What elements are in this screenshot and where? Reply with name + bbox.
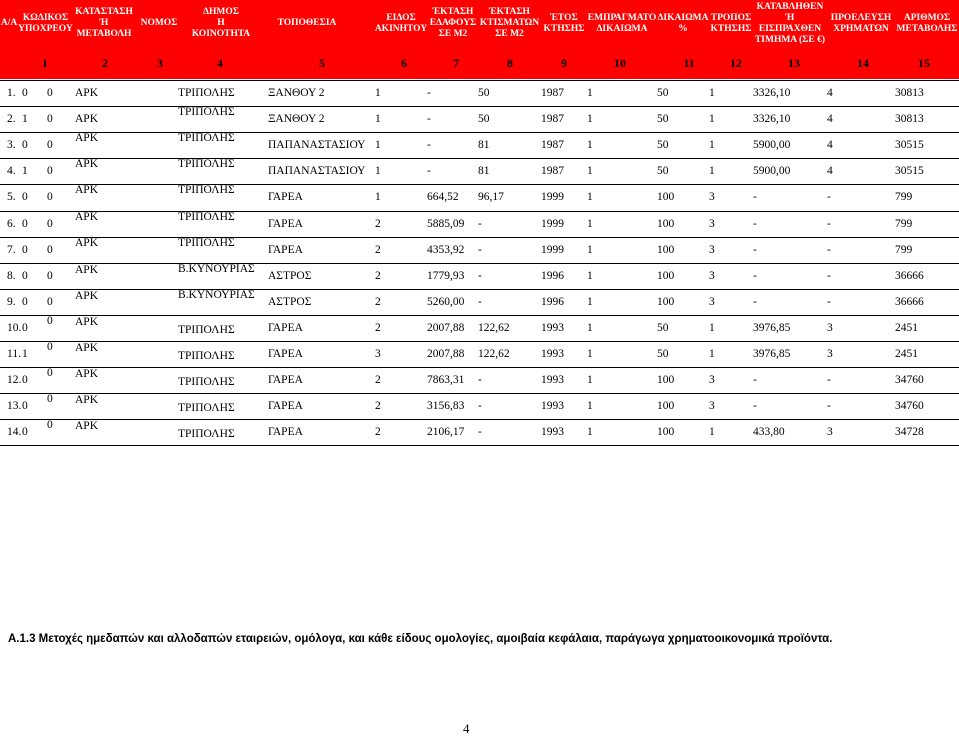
proeleusi-cell: -: [827, 296, 831, 308]
topothesia-cell: ΓΑΡΕΑ: [268, 374, 303, 386]
proeleusi-cell: 4: [827, 165, 833, 177]
state-cell: 0: [47, 244, 53, 256]
row-number: 7.: [7, 244, 16, 256]
eidos-cell: 1: [375, 191, 381, 203]
arithmos-cell: 30515: [895, 165, 924, 177]
dimos-cell: ΤΡΙΠΟΛΗΣ: [178, 184, 235, 196]
topothesia-cell: ΑΣΤΡΟΣ: [268, 296, 312, 308]
code-cell: 0: [22, 322, 28, 334]
column-header: ΈΤΟΣ ΚΤΗΣΗΣ: [543, 12, 585, 34]
state-cell: 0: [47, 218, 53, 230]
arithmos-cell: 30813: [895, 113, 924, 125]
dimos-cell: ΤΡΙΠΟΛΗΣ: [178, 428, 235, 440]
dikaioma-cell: 50: [657, 87, 669, 99]
empragmato-cell: 1: [587, 426, 593, 438]
empragmato-cell: 1: [587, 244, 593, 256]
nomos-cell: ΑΡΚ: [75, 420, 99, 432]
tropos-cell: 1: [709, 139, 715, 151]
etos-cell: 1987: [541, 87, 564, 99]
ktisma-cell: -: [478, 296, 482, 308]
etos-cell: 1987: [541, 165, 564, 177]
row-number: 11.: [7, 348, 21, 360]
edafos-cell: 2007,88: [427, 348, 465, 360]
dimos-cell: ΤΡΙΠΟΛΗΣ: [178, 350, 235, 362]
column-header: ΚΑΤΑΣΤΑΣΗ Ή ΜΕΤΑΒΟΛΗ: [75, 7, 133, 39]
edafos-cell: 2106,17: [427, 426, 465, 438]
dimos-cell: ΤΡΙΠΟΛΗΣ: [178, 237, 235, 249]
timima-cell: 3976,85: [753, 322, 791, 334]
code-cell: 0: [22, 426, 28, 438]
empragmato-cell: 1: [587, 87, 593, 99]
column-number: 10: [614, 55, 626, 70]
table-row: [0, 263, 959, 289]
table-row: [0, 184, 959, 210]
timima-cell: 3326,10: [753, 113, 791, 125]
topothesia-cell: ΓΑΡΕΑ: [268, 400, 303, 412]
nomos-cell: ΑΡΚ: [75, 113, 99, 125]
edafos-cell: -: [427, 113, 431, 125]
empragmato-cell: 1: [587, 191, 593, 203]
dimos-cell: ΤΡΙΠΟΛΗΣ: [178, 158, 235, 170]
table-row: [0, 132, 959, 158]
column-header: ΈΚΤΑΣΗ ΕΔΑΦΟΥΣ ΣΕ Μ2: [429, 7, 477, 39]
proeleusi-cell: 3: [827, 348, 833, 360]
column-header: ΠΡΟΕΛΕΥΣΗ ΧΡΗΜΑΤΩΝ: [830, 12, 892, 34]
eidos-cell: 1: [375, 87, 381, 99]
state-cell: 0: [47, 419, 53, 431]
column-number: 1: [42, 55, 48, 70]
dimos-cell: ΤΡΙΠΟΛΗΣ: [178, 402, 235, 414]
column-header: ΔΙΚΑΙΩΜΑ %: [657, 12, 709, 34]
row-number: 4.: [7, 165, 16, 177]
eidos-cell: 3: [375, 348, 381, 360]
table-row: [0, 289, 959, 315]
code-cell: 0: [22, 244, 28, 256]
timima-cell: 3976,85: [753, 348, 791, 360]
state-cell: 0: [47, 367, 53, 379]
state-cell: 0: [47, 113, 53, 125]
column-number: 9: [561, 55, 567, 70]
column-header: ΔΗΜΟΣ Η ΚΟΙΝΟΤΗΤΑ: [191, 7, 251, 39]
tropos-cell: 3: [709, 191, 715, 203]
nomos-cell: ΑΡΚ: [75, 342, 99, 354]
proeleusi-cell: 3: [827, 322, 833, 334]
tropos-cell: 3: [709, 218, 715, 230]
proeleusi-cell: -: [827, 374, 831, 386]
table-row: [0, 419, 959, 445]
table-row: [0, 367, 959, 393]
row-number: 5.: [7, 191, 16, 203]
etos-cell: 1993: [541, 426, 564, 438]
column-number: 3: [157, 55, 163, 70]
dikaioma-cell: 50: [657, 348, 669, 360]
dikaioma-cell: 100: [657, 244, 675, 256]
arithmos-cell: 2451: [895, 322, 918, 334]
code-cell: 0: [22, 374, 28, 386]
table-row: [0, 80, 959, 106]
state-cell: 0: [47, 270, 53, 282]
timima-cell: -: [753, 400, 757, 412]
ktisma-cell: -: [478, 218, 482, 230]
column-number: 2: [102, 55, 108, 70]
dimos-cell: ΤΡΙΠΟΛΗΣ: [178, 132, 235, 144]
dimos-cell: ΤΡΙΠΟΛΗΣ: [178, 87, 235, 99]
dikaioma-cell: 100: [657, 400, 675, 412]
edafos-cell: -: [427, 165, 431, 177]
column-number: 15: [918, 55, 930, 70]
topothesia-cell: ΞΑΝΘΟΥ 2: [268, 87, 325, 99]
timima-cell: -: [753, 374, 757, 386]
edafos-cell: -: [427, 87, 431, 99]
ktisma-cell: -: [478, 426, 482, 438]
timima-cell: -: [753, 270, 757, 282]
edafos-cell: 664,52: [427, 191, 459, 203]
ktisma-cell: 96,17: [478, 191, 504, 203]
nomos-cell: ΑΡΚ: [75, 368, 99, 380]
topothesia-cell: ΠΑΠΑΝΑΣΤΑΣΙΟΥ: [268, 165, 366, 177]
topothesia-cell: ΓΑΡΕΑ: [268, 348, 303, 360]
topothesia-cell: ΓΑΡΕΑ: [268, 426, 303, 438]
row-divider: [0, 445, 959, 446]
nomos-cell: ΑΡΚ: [75, 87, 99, 99]
topothesia-cell: ΓΑΡΕΑ: [268, 244, 303, 256]
etos-cell: 1999: [541, 218, 564, 230]
empragmato-cell: 1: [587, 296, 593, 308]
eidos-cell: 2: [375, 244, 381, 256]
column-header: ΤΟΠΟΘΕΣΙΑ: [277, 18, 337, 28]
dimos-cell: ΤΡΙΠΟΛΗΣ: [178, 376, 235, 388]
arithmos-cell: 799: [895, 191, 913, 203]
empragmato-cell: 1: [587, 218, 593, 230]
edafos-cell: 5260,00: [427, 296, 465, 308]
section-heading: Α.1.3 Μετοχές ημεδαπών και αλλοδαπών εταιρειών, ομόλογα, και κάθε είδους ομολογίες, αμοιβαία κεφάλαια, παράγωγα χρηματοοικονομικά προϊόντα.: [8, 633, 833, 645]
tropos-cell: 1: [709, 426, 715, 438]
nomos-cell: ΑΡΚ: [75, 316, 99, 328]
column-number: 6: [401, 55, 407, 70]
code-cell: 1: [22, 348, 28, 360]
ktisma-cell: 122,62: [478, 348, 510, 360]
etos-cell: 1993: [541, 374, 564, 386]
code-cell: 0: [22, 139, 28, 151]
tropos-cell: 1: [709, 87, 715, 99]
column-header: Α/Α: [0, 18, 18, 28]
state-cell: 0: [47, 315, 53, 327]
eidos-cell: 2: [375, 322, 381, 334]
empragmato-cell: 1: [587, 270, 593, 282]
etos-cell: 1996: [541, 296, 564, 308]
dikaioma-cell: 100: [657, 296, 675, 308]
row-number: 1.: [7, 87, 16, 99]
arithmos-cell: 34760: [895, 374, 924, 386]
proeleusi-cell: -: [827, 244, 831, 256]
table-row: [0, 106, 959, 132]
code-cell: 0: [22, 218, 28, 230]
dikaioma-cell: 100: [657, 191, 675, 203]
ktisma-cell: 81: [478, 165, 490, 177]
row-number: 9.: [7, 296, 16, 308]
proeleusi-cell: -: [827, 218, 831, 230]
table-row: [0, 158, 959, 184]
eidos-cell: 2: [375, 426, 381, 438]
timima-cell: -: [753, 296, 757, 308]
row-number: 14.: [7, 426, 22, 438]
arithmos-cell: 30515: [895, 139, 924, 151]
timima-cell: -: [753, 191, 757, 203]
ktisma-cell: 122,62: [478, 322, 510, 334]
table-row: [0, 315, 959, 341]
table-row: [0, 341, 959, 367]
empragmato-cell: 1: [587, 400, 593, 412]
timima-cell: 5900,00: [753, 165, 791, 177]
empragmato-cell: 1: [587, 322, 593, 334]
etos-cell: 1993: [541, 348, 564, 360]
edafos-cell: 3156,83: [427, 400, 465, 412]
proeleusi-cell: 4: [827, 113, 833, 125]
tropos-cell: 1: [709, 322, 715, 334]
code-cell: 0: [22, 400, 28, 412]
etos-cell: 1996: [541, 270, 564, 282]
empragmato-cell: 1: [587, 374, 593, 386]
nomos-cell: ΑΡΚ: [75, 394, 99, 406]
tropos-cell: 3: [709, 244, 715, 256]
row-number: 13.: [7, 400, 22, 412]
dimos-cell: Β.ΚΥΝΟΥΡΙΑΣ: [178, 289, 255, 301]
column-header: ΈΚΤΑΣΗ ΚΤΙΣΜΑΤΩΝ ΣΕ Μ2: [479, 7, 540, 39]
arithmos-cell: 2451: [895, 348, 918, 360]
topothesia-cell: ΞΑΝΘΟΥ 2: [268, 113, 325, 125]
nomos-cell: ΑΡΚ: [75, 158, 99, 170]
proeleusi-cell: 3: [827, 426, 833, 438]
state-cell: 0: [47, 296, 53, 308]
table-row: [0, 393, 959, 419]
column-header: ΚΩΔΙΚΟΣ ΥΠΟΧΡΕΟΥ: [18, 12, 73, 34]
edafos-cell: 4353,92: [427, 244, 465, 256]
timima-cell: -: [753, 218, 757, 230]
arithmos-cell: 36666: [895, 296, 924, 308]
edafos-cell: 5885,09: [427, 218, 465, 230]
nomos-cell: ΑΡΚ: [75, 290, 99, 302]
proeleusi-cell: 4: [827, 87, 833, 99]
timima-cell: 5900,00: [753, 139, 791, 151]
topothesia-cell: ΑΣΤΡΟΣ: [268, 270, 312, 282]
row-number: 12.: [7, 374, 22, 386]
table-row: [0, 237, 959, 263]
eidos-cell: 1: [375, 113, 381, 125]
arithmos-cell: 36666: [895, 270, 924, 282]
arithmos-cell: 34728: [895, 426, 924, 438]
topothesia-cell: ΠΑΠΑΝΑΣΤΑΣΙΟΥ: [268, 139, 366, 151]
dimos-cell: Β.ΚΥΝΟΥΡΙΑΣ: [178, 263, 255, 275]
empragmato-cell: 1: [587, 348, 593, 360]
etos-cell: 1999: [541, 191, 564, 203]
etos-cell: 1987: [541, 113, 564, 125]
table-row: [0, 211, 959, 237]
code-cell: 0: [22, 87, 28, 99]
code-cell: 0: [22, 191, 28, 203]
nomos-cell: ΑΡΚ: [75, 211, 99, 223]
edafos-cell: 2007,88: [427, 322, 465, 334]
state-cell: 0: [47, 393, 53, 405]
nomos-cell: ΑΡΚ: [75, 184, 99, 196]
timima-cell: 3326,10: [753, 87, 791, 99]
code-cell: 1: [22, 113, 28, 125]
column-header: ΕΙΔΟΣ ΑΚΙΝΗΤΟΥ: [374, 12, 428, 34]
tropos-cell: 1: [709, 113, 715, 125]
proeleusi-cell: -: [827, 270, 831, 282]
topothesia-cell: ΓΑΡΕΑ: [268, 191, 303, 203]
tropos-cell: 3: [709, 270, 715, 282]
state-cell: 0: [47, 139, 53, 151]
dikaioma-cell: 100: [657, 426, 675, 438]
timima-cell: 433,80: [753, 426, 785, 438]
topothesia-cell: ΓΑΡΕΑ: [268, 322, 303, 334]
nomos-cell: ΑΡΚ: [75, 132, 99, 144]
edafos-cell: -: [427, 139, 431, 151]
empragmato-cell: 1: [587, 139, 593, 151]
etos-cell: 1993: [541, 400, 564, 412]
arithmos-cell: 30813: [895, 87, 924, 99]
ktisma-cell: -: [478, 244, 482, 256]
column-number: 5: [319, 55, 325, 70]
dikaioma-cell: 100: [657, 374, 675, 386]
ktisma-cell: 50: [478, 87, 490, 99]
column-number: 12: [730, 55, 742, 70]
eidos-cell: 2: [375, 400, 381, 412]
row-number: 10.: [7, 322, 22, 334]
row-number: 8.: [7, 270, 16, 282]
edafos-cell: 1779,93: [427, 270, 465, 282]
column-header: ΚΑΤΑΒΛΗΘΕΝ Ή ΕΙΣΠΡΑΧΘΕΝ ΤΙΜΗΜΑ (ΣΕ €): [754, 1, 826, 45]
nomos-cell: ΑΡΚ: [75, 264, 99, 276]
ktisma-cell: -: [478, 270, 482, 282]
tropos-cell: 1: [709, 165, 715, 177]
timima-cell: -: [753, 244, 757, 256]
dikaioma-cell: 50: [657, 139, 669, 151]
eidos-cell: 2: [375, 218, 381, 230]
eidos-cell: 2: [375, 374, 381, 386]
dimos-cell: ΤΡΙΠΟΛΗΣ: [178, 106, 235, 118]
proeleusi-cell: -: [827, 400, 831, 412]
nomos-cell: ΑΡΚ: [75, 237, 99, 249]
state-cell: 0: [47, 165, 53, 177]
etos-cell: 1993: [541, 322, 564, 334]
ktisma-cell: 81: [478, 139, 490, 151]
dikaioma-cell: 50: [657, 113, 669, 125]
column-number: 8: [507, 55, 513, 70]
column-number: 14: [857, 55, 869, 70]
edafos-cell: 7863,31: [427, 374, 465, 386]
column-number: 4: [217, 55, 223, 70]
dikaioma-cell: 50: [657, 322, 669, 334]
empragmato-cell: 1: [587, 113, 593, 125]
arithmos-cell: 34760: [895, 400, 924, 412]
eidos-cell: 1: [375, 139, 381, 151]
etos-cell: 1987: [541, 139, 564, 151]
eidos-cell: 1: [375, 165, 381, 177]
row-number: 2.: [7, 113, 16, 125]
column-header: ΑΡΙΘΜΟΣ ΜΕΤΑΒΟΛΗΣ: [896, 12, 958, 34]
tropos-cell: 1: [709, 348, 715, 360]
ktisma-cell: 50: [478, 113, 490, 125]
dikaioma-cell: 100: [657, 218, 675, 230]
etos-cell: 1999: [541, 244, 564, 256]
dikaioma-cell: 50: [657, 165, 669, 177]
code-cell: 1: [22, 165, 28, 177]
dimos-cell: ΤΡΙΠΟΛΗΣ: [178, 211, 235, 223]
state-cell: 0: [47, 87, 53, 99]
tropos-cell: 3: [709, 400, 715, 412]
column-number: 7: [453, 55, 459, 70]
empragmato-cell: 1: [587, 165, 593, 177]
tropos-cell: 3: [709, 374, 715, 386]
state-cell: 0: [47, 341, 53, 353]
proeleusi-cell: 4: [827, 139, 833, 151]
arithmos-cell: 799: [895, 244, 913, 256]
row-number: 6.: [7, 218, 16, 230]
column-number: 13: [788, 55, 800, 70]
column-header: ΝΟΜΟΣ: [140, 18, 178, 28]
column-number: 11: [683, 55, 695, 70]
column-header: ΤΡΟΠΟΣ ΚΤΗΣΗΣ: [710, 12, 752, 34]
row-number: 3.: [7, 139, 16, 151]
eidos-cell: 2: [375, 270, 381, 282]
dikaioma-cell: 100: [657, 270, 675, 282]
arithmos-cell: 799: [895, 218, 913, 230]
ktisma-cell: -: [478, 400, 482, 412]
code-cell: 0: [22, 270, 28, 282]
state-cell: 0: [47, 191, 53, 203]
proeleusi-cell: -: [827, 191, 831, 203]
dimos-cell: ΤΡΙΠΟΛΗΣ: [178, 324, 235, 336]
tropos-cell: 3: [709, 296, 715, 308]
page-number: 4: [463, 721, 470, 736]
eidos-cell: 2: [375, 296, 381, 308]
topothesia-cell: ΓΑΡΕΑ: [268, 218, 303, 230]
column-header: ΕΜΠΡΑΓΜΑΤΟ ΔΙΚΑΙΩΜΑ: [587, 12, 657, 34]
code-cell: 0: [22, 296, 28, 308]
ktisma-cell: -: [478, 374, 482, 386]
